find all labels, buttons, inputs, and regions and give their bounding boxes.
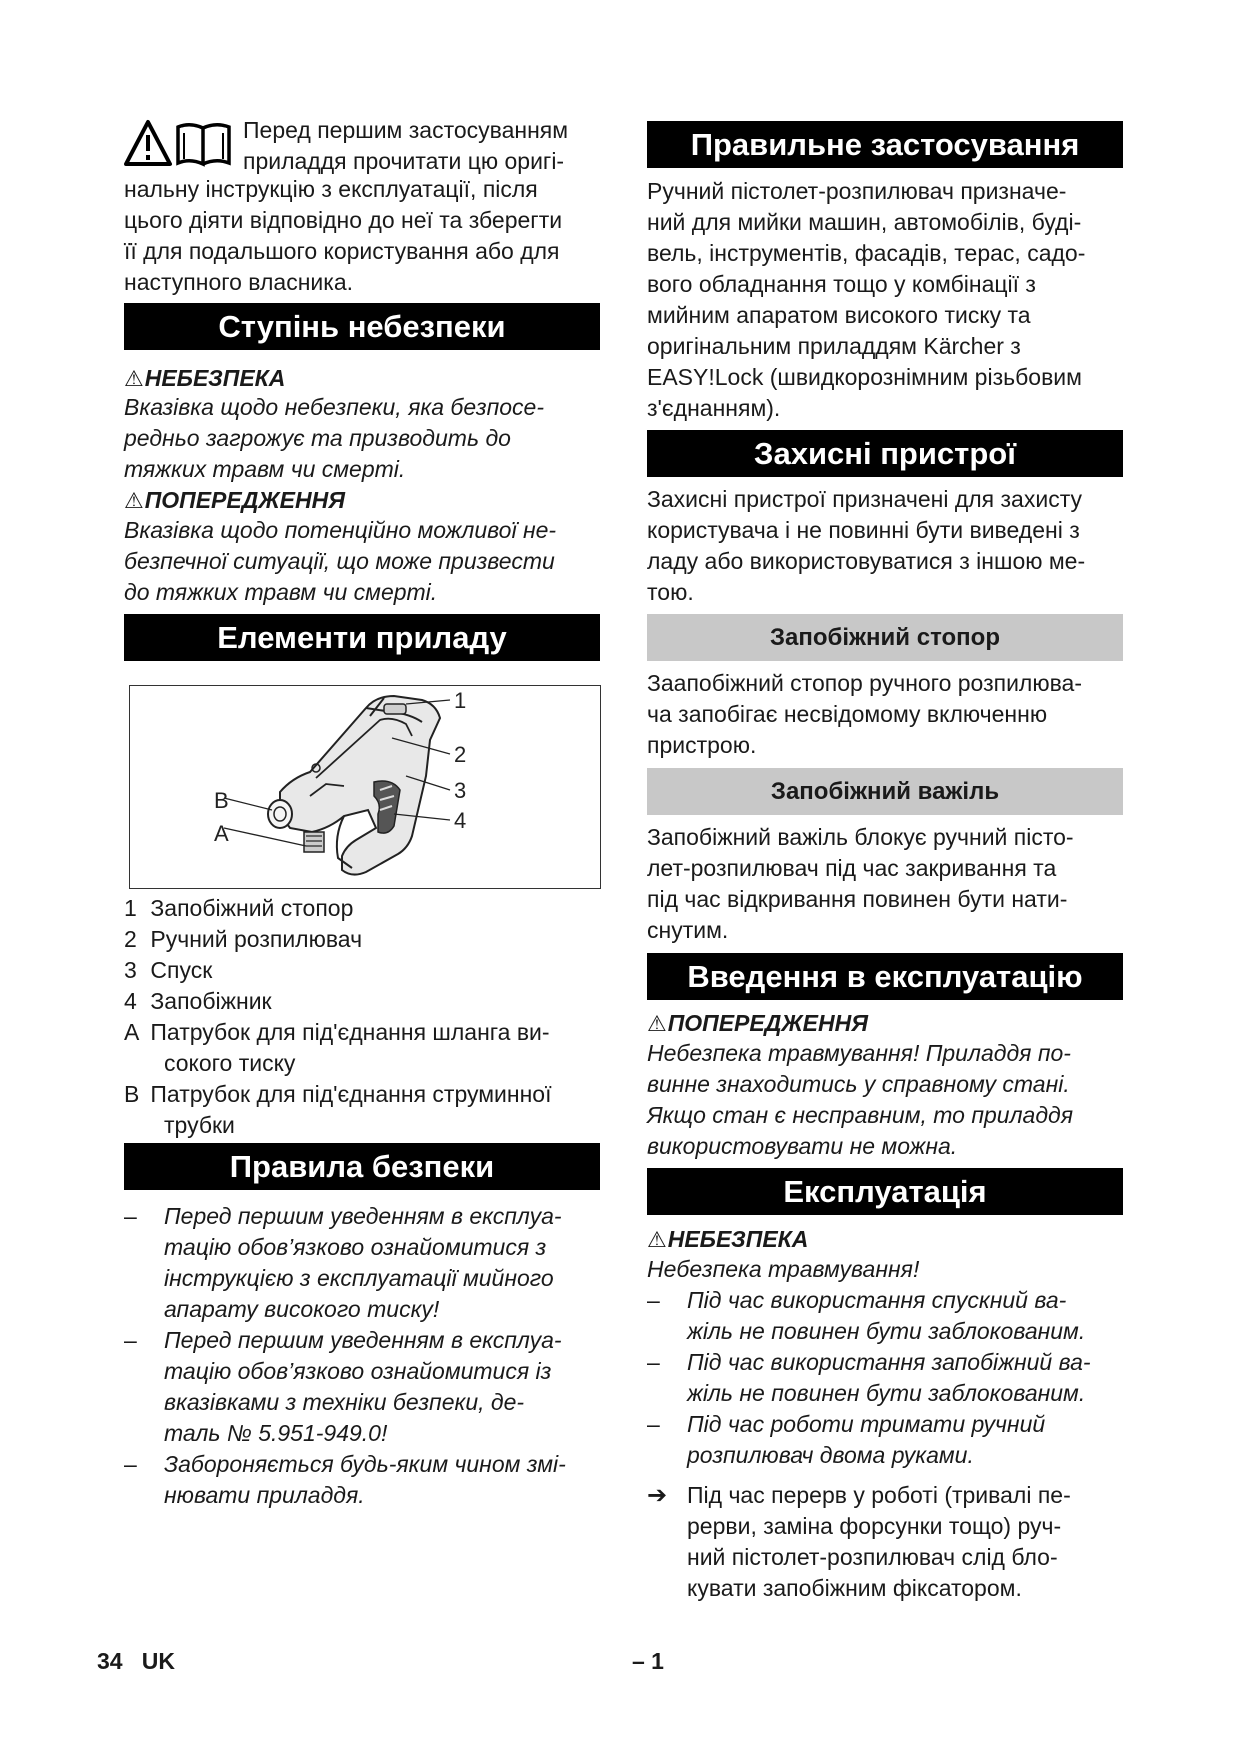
section-title-safety-rules: Правила безпеки [124,1143,600,1190]
warning-triangle-icon: ⚠ [124,366,144,391]
figure-label-2: 2 [454,742,467,767]
section-title-intended-use: Правильне застосування [647,121,1123,168]
list-item: 2 Ручний розпилювач [124,926,363,952]
start-warning-text: Небезпека травмування! Приладдя по- винне знаходитись у справному стані. Якщо стан є несправним, то приладдя використовувати не можна. [647,1040,1074,1159]
danger-label: ⚠НЕБЕЗПЕКА [124,365,286,391]
warning-label: ⚠ПОПЕРЕДЖЕННЯ [124,487,345,513]
section-title-operation: Експлуатація [647,1168,1123,1215]
arrow-instruction: ➔ Під час перерв у роботі (тривалі пе- рерви, заміна форсунки тощо) руч- ний пістолет-розпилювач слід бло- кувати запобіжним фіксатором. [647,1482,1071,1601]
safety-rules-list [124,1201,600,1511]
figure-label-a: A [214,821,229,846]
safety-lever-text: Запобіжний важіль блокує ручний пісто- лет-розпилювач під час закривання та під час відкривання повинен бути нати- снутим. [647,824,1074,943]
safety-stop-text: Заапобіжний стопор ручного розпилюва- ча запобігає несвідомому включенню пристрою. [647,670,1083,758]
operation-danger-list [647,1285,1123,1471]
subsection-title-safety-lever: Запобіжний важіль [647,768,1123,815]
figure-label-4: 4 [454,808,467,833]
page-number: 34 [97,1648,123,1674]
warning-manual-icon [124,119,236,169]
intro-paragraph: нальну інструкцію з експлуатації, після цього діяти відповідно до неї та зберегти її для подальшого користування або для наступного власника. [124,176,563,295]
list-item: – Перед першим уведенням в експлуа- тацію обов’язково ознайомитися з інструкцією з експлуатації мийного апарату високого тиску! [124,1203,562,1322]
figure-label-3: 3 [454,778,467,803]
list-item: A Патрубок для під'єднання шланга ви- сокого тиску [124,1019,550,1076]
section-title-start-up: Введення в експлуатацію [647,953,1123,1000]
page-footer-left [97,1648,175,1675]
operation-danger-label: ⚠НЕБЕЗПЕКА [647,1226,809,1252]
list-item: – Під час використання спускний ва- жіль не повинен бути заблокованим. [647,1287,1086,1344]
list-item: 4 Запобіжник [124,988,272,1014]
intended-use-text: Ручний пістолет-розпилювач призначе- ний для мийки машин, автомобілів, буді- вель, інструментів, фасадів, терас, садо- вого обладнання тощо у комбінації з мийним апаратом високого тиску та оригінальним приладдям Kärcher з EASY!Lock (швидкорознімним різьбовим з'єднанням). [647,178,1086,421]
list-item: 1 Запобіжний стопор [124,895,354,921]
parts-list [124,893,600,1141]
page-footer-center: – 1 [632,1648,664,1674]
subsection-title-safety-stop: Запобіжний стопор [647,614,1123,661]
warning-triangle-icon: ⚠ [647,1227,667,1252]
operation-danger-lead: Небезпека травмування! [647,1256,920,1282]
spray-gun-illustration [130,686,600,888]
section-title-protective-devices: Захисні пристрої [647,430,1123,477]
section-title-danger-levels: Ступінь небезпеки [124,303,600,350]
list-item: B Патрубок для під'єднання струминної трубки [124,1081,552,1138]
protective-devices-text: Захисні пристрої призначені для захисту користувача і не повинні бути виведені з ладу або використовуватися з іншою ме- тою. [647,486,1086,605]
arrow-right-icon: ➔ [647,1482,668,1509]
warning-description: Вказівка щодо потенційно можливої не- безпечної ситуації, що може призвести до тяжких травм чи смерті. [124,517,557,605]
list-item: – Під час роботи тримати ручний розпилювач двома руками. [647,1411,1046,1468]
list-item: – Перед першим уведенням в експлуа- тацію обов’язково ознайомитися із вказівками з техніки безпеки, де- таль № 5.951-949.0! [124,1327,562,1446]
figure-label-b: B [214,788,229,813]
language-code: UK [141,1648,175,1674]
list-item: – Забороняється будь-яким чином змі- нювати приладдя. [124,1451,566,1508]
device-figure [129,685,601,889]
danger-description: Вказівка щодо небезпеки, яка безпосе- редньо загрожує та призводить до тяжких травм чи смерті. [124,394,544,482]
warning-triangle-icon: ⚠ [647,1011,667,1036]
intro-first-lines: Перед першим застосуванням приладдя прочитати цю оригі- [243,117,569,174]
list-item: – Під час використання запобіжний ва- жіль не повинен бути заблокованим. [647,1349,1091,1406]
list-item: 3 Спуск [124,957,213,983]
figure-label-1: 1 [454,688,467,713]
section-title-device-elements: Елементи приладу [124,614,600,661]
warning-triangle-icon: ⚠ [124,488,144,513]
start-warning-label: ⚠ПОПЕРЕДЖЕННЯ [647,1010,868,1036]
